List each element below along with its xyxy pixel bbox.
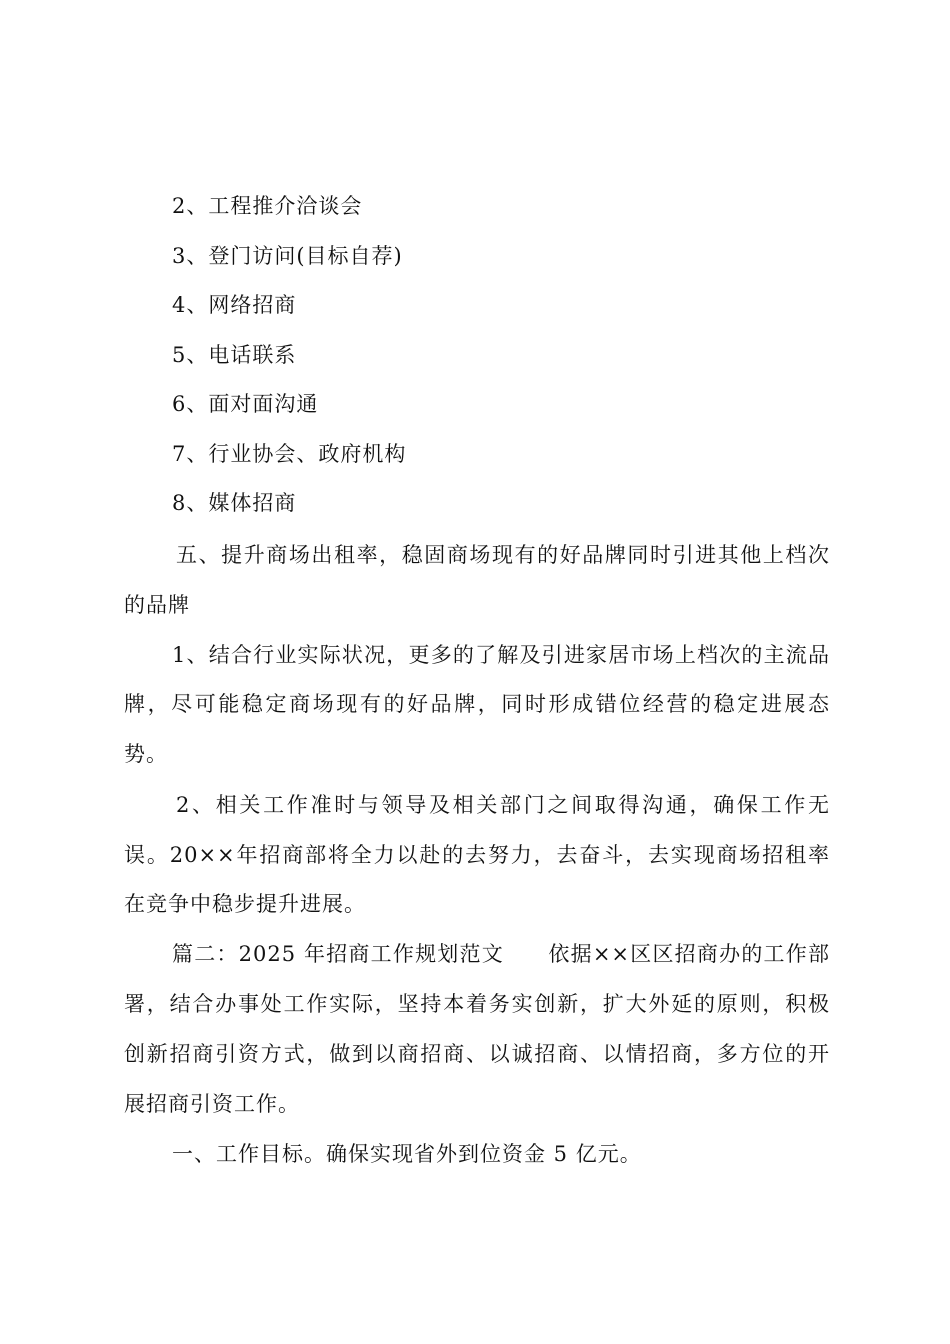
paragraph-line: 1、结合行业实际状况，更多的了解及引进家居市场上档次的主流品 [172,643,830,667]
section-heading-cont: 的品牌 [124,593,190,617]
paragraph-line: 篇二：2025 年招商工作规划范文 依据××区区招商办的工作部 [172,942,830,966]
paragraph-line: 牌，尽可能稳定商场现有的好品牌，同时形成错位经营的稳定进展态 [124,692,830,716]
list-item: 7、行业协会、政府机构 [172,442,407,466]
paragraph-line: 展招商引资工作。 [124,1092,300,1116]
paragraph-line: 2、相关工作准时与领导及相关部门之间取得沟通，确保工作无 [176,793,830,817]
paragraph-line: 误。20××年招商部将全力以赴的去努力，去奋斗，去实现商场招租率 [124,843,830,867]
paragraph-line: 创新招商引资方式，做到以商招商、以诚招商、以情招商，多方位的开 [124,1042,830,1066]
list-item: 3、登门访问(目标自荐) [172,244,403,268]
section-heading: 五、提升商场出租率，稳固商场现有的好品牌同时引进其他上档次 [176,543,830,567]
list-item: 8、媒体招商 [172,491,297,515]
list-item: 2、工程推介洽谈会 [172,194,363,218]
list-item: 5、电话联系 [172,343,297,367]
goal-line: 一、工作目标。确保实现省外到位资金 5 亿元。 [172,1142,642,1166]
list-item: 4、网络招商 [172,293,297,317]
paragraph-line: 势。 [124,742,168,766]
list-item: 6、面对面沟通 [172,392,319,416]
paragraph-line: 署，结合办事处工作实际，坚持本着务实创新，扩大外延的原则，积极 [124,992,830,1016]
paragraph-line: 在竞争中稳步提升进展。 [124,892,366,916]
